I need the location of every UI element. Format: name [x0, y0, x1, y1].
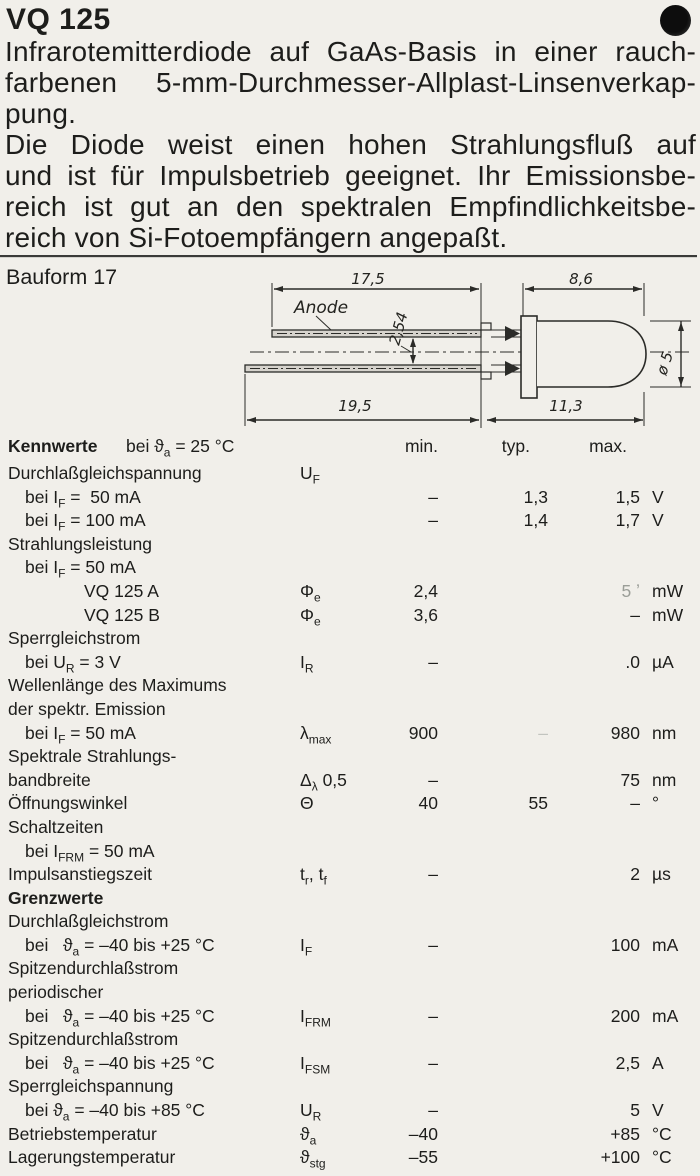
row-unit: nm	[652, 769, 677, 790]
row-label: Grenzwerte	[8, 887, 104, 908]
row-label: Wellenlänge des Maximums	[8, 675, 227, 696]
row-max: 2,5	[615, 1052, 640, 1073]
row-max: –	[630, 793, 640, 814]
row-label: Betriebstemperatur	[8, 1123, 157, 1144]
table-row	[0, 935, 700, 959]
row-symbol: $I_R$	[300, 651, 314, 676]
row-typ: 55	[528, 793, 548, 814]
table-row	[0, 487, 700, 511]
table-row	[0, 534, 700, 558]
row-symbol: $t_r$, $t_f$	[300, 864, 327, 888]
row-label: periodischer	[8, 982, 104, 1003]
row-label: Durchlaßgleichspannung	[8, 463, 202, 483]
row-max: 200	[610, 1005, 640, 1026]
row-typ: 1,4	[523, 510, 548, 531]
row-label: Sperrgleichspannung	[8, 1076, 174, 1097]
row-min: –55	[408, 1147, 438, 1168]
dim-lead-top: 17,5	[351, 270, 385, 288]
table-rows	[0, 463, 700, 1171]
row-label: Öffnungswinkel	[8, 793, 128, 814]
row-min: –	[428, 651, 438, 672]
row-max: 2	[630, 864, 640, 885]
table-row	[0, 911, 700, 935]
dim-body-length: 11,3	[549, 397, 583, 415]
row-label: Spektrale Strahlungs-	[8, 746, 177, 767]
table-row	[0, 510, 700, 534]
table-row	[0, 841, 700, 865]
row-label: VQ 125 A	[84, 580, 159, 601]
row-min: –	[428, 769, 438, 790]
dim-diameter: ø 5	[652, 349, 678, 378]
row-label: bei $ϑ_a = -40$ bis +25 °C	[25, 1052, 215, 1077]
row-min: –	[428, 486, 438, 507]
table-row	[0, 1006, 700, 1030]
row-label: bei $I_F = 100$ mA	[25, 510, 146, 534]
row-label: VQ 125 B	[84, 604, 160, 625]
table-row	[0, 793, 700, 817]
row-unit: V	[652, 510, 664, 531]
table-row	[0, 699, 700, 723]
row-max: –	[630, 604, 640, 625]
row-max: +100	[600, 1147, 640, 1168]
row-label: bandbreite	[8, 769, 91, 790]
row-unit: A	[652, 1052, 664, 1073]
row-label: bei $I_F = 50$ mA	[25, 557, 136, 581]
description-line: und ist für Impulsbetrieb geeignet. Ihr Emissionsbe-	[5, 160, 696, 191]
divider	[0, 255, 697, 257]
row-label: Spitzendurchlaßstrom	[8, 958, 179, 979]
table-row	[0, 675, 700, 699]
row-max: 5 ʼ	[621, 580, 640, 601]
punch-dot	[660, 5, 691, 36]
anode-label: Anode	[294, 298, 349, 318]
row-unit: mA	[652, 1005, 679, 1026]
description-line: farbenen 5-mm-Durchmesser-Allplast-Linsenverkap-	[5, 67, 696, 98]
row-max: 75	[620, 769, 640, 790]
row-label: bei $ϑ_a = -40$ bis +85 °C	[25, 1100, 205, 1124]
section-kennwerte-condition: bei $ϑ_a = 25$ °C	[126, 436, 235, 460]
spec-table	[0, 436, 700, 1171]
row-max: 5	[630, 1100, 640, 1121]
row-typ: 1,3	[523, 486, 548, 507]
row-label: Lagerungstemperatur	[8, 1147, 176, 1168]
row-min: 3,6	[413, 604, 438, 625]
row-label: Schaltzeiten	[8, 816, 104, 837]
row-min: –	[428, 1005, 438, 1026]
table-row	[0, 557, 700, 581]
row-max: +85	[610, 1123, 640, 1144]
description-line: Die Diode weist einen hohen Strahlungsfluß auf	[5, 129, 696, 160]
package-drawing-icon	[230, 262, 700, 434]
row-label: Strahlungsleistung	[8, 533, 152, 554]
row-label: bei $U_R = 3$ V	[25, 651, 121, 676]
table-row	[0, 1147, 700, 1171]
col-header-max: max.	[589, 436, 627, 456]
table-row	[0, 723, 700, 747]
row-unit: V	[652, 486, 664, 507]
row-label: der spektr. Emission	[8, 698, 166, 719]
row-max: 980	[610, 722, 640, 743]
table-row	[0, 746, 700, 770]
row-symbol: $\Phi_e$	[300, 604, 321, 629]
description-text	[5, 36, 696, 253]
row-unit: °C	[652, 1123, 672, 1144]
row-label: Durchlaßgleichstrom	[8, 911, 169, 932]
row-unit: mA	[652, 934, 679, 955]
row-label: Sperrgleichstrom	[8, 628, 141, 649]
table-row	[0, 888, 700, 912]
row-min: –	[428, 1052, 438, 1073]
description-line: Infrarotemitterdiode auf GaAs-Basis in einer rauch-	[5, 36, 696, 67]
row-label: bei $I_F = 50$ mA	[25, 486, 141, 511]
row-symbol: $U_R$	[300, 1100, 322, 1124]
table-row	[0, 770, 700, 794]
row-unit: °C	[652, 1147, 672, 1168]
row-symbol: $I_F$	[300, 934, 313, 959]
row-unit: nm	[652, 722, 677, 743]
row-unit: µA	[652, 651, 674, 672]
dim-lead-pitch: 2,54	[385, 310, 412, 348]
row-max: 1,7	[615, 510, 640, 531]
section-kennwerte-title: Kennwerte	[8, 436, 98, 456]
table-row	[0, 982, 700, 1006]
row-min: –	[428, 510, 438, 531]
row-symbol: $\Delta_\lambda$ 0,5	[300, 769, 347, 794]
table-header	[0, 436, 700, 463]
table-row	[0, 581, 700, 605]
table-row	[0, 652, 700, 676]
bauform-label: Bauform 17	[6, 265, 118, 289]
row-min: –40	[408, 1123, 438, 1144]
row-min: –	[428, 934, 438, 955]
row-min: 900	[408, 722, 438, 743]
row-unit: °	[652, 793, 659, 814]
col-header-typ: typ.	[501, 436, 530, 456]
dim-cap-length: 8,6	[569, 270, 593, 288]
table-row	[0, 1124, 700, 1148]
row-symbol: $I_{FSM}$	[300, 1052, 331, 1077]
row-min: –	[428, 864, 438, 885]
table-row	[0, 817, 700, 841]
page-title: VQ 125	[6, 3, 111, 36]
row-unit: mW	[652, 604, 684, 625]
table-row	[0, 1053, 700, 1077]
row-symbol: Θ	[300, 793, 314, 814]
col-header-min: min.	[404, 436, 438, 456]
row-max: 1,5	[615, 486, 640, 507]
row-symbol: $U_F$	[300, 463, 320, 487]
table-row	[0, 605, 700, 629]
row-label: bei $ϑ_a = -40$ bis +25 °C	[25, 934, 215, 959]
table-row	[0, 864, 700, 888]
table-row	[0, 958, 700, 982]
row-unit: mW	[652, 580, 684, 601]
row-label: Impulsanstiegszeit	[8, 864, 152, 885]
row-max: 100	[610, 934, 640, 955]
row-label: bei $I_{FRM} = 50$ mA	[25, 840, 155, 864]
row-min: 2,4	[413, 580, 438, 601]
description-line: pung.	[5, 98, 77, 129]
row-label: bei $ϑ_a = -40$ bis +25 °C	[25, 1005, 215, 1030]
table-row	[0, 463, 700, 487]
row-label: bei $I_F = 50$ mA	[25, 722, 136, 747]
dim-lead-bottom: 19,5	[338, 397, 372, 415]
row-label: Spitzendurchlaßstrom	[8, 1029, 179, 1050]
row-unit: V	[652, 1100, 664, 1121]
row-symbol: $ϑ_{stg}$	[300, 1147, 326, 1171]
table-row	[0, 628, 700, 652]
row-symbol: $ϑ_a$	[300, 1123, 317, 1148]
row-typ: –	[538, 722, 548, 743]
table-row	[0, 1076, 700, 1100]
description-line: reich ist gut an den spektralen Empfindlichkeitsbe-	[5, 191, 696, 222]
table-row	[0, 1029, 700, 1053]
table-row	[0, 1100, 700, 1124]
row-symbol: $\lambda_{max}$	[300, 722, 332, 747]
row-max: .0	[625, 651, 640, 672]
description-line: reich von Si-Fotoempfängern angepaßt.	[5, 222, 508, 253]
row-symbol: $\Phi_e$	[300, 580, 321, 605]
row-unit: µs	[652, 864, 671, 885]
row-symbol: $I_{FRM}$	[300, 1005, 331, 1030]
row-min: –	[428, 1100, 438, 1121]
row-min: 40	[418, 793, 438, 814]
